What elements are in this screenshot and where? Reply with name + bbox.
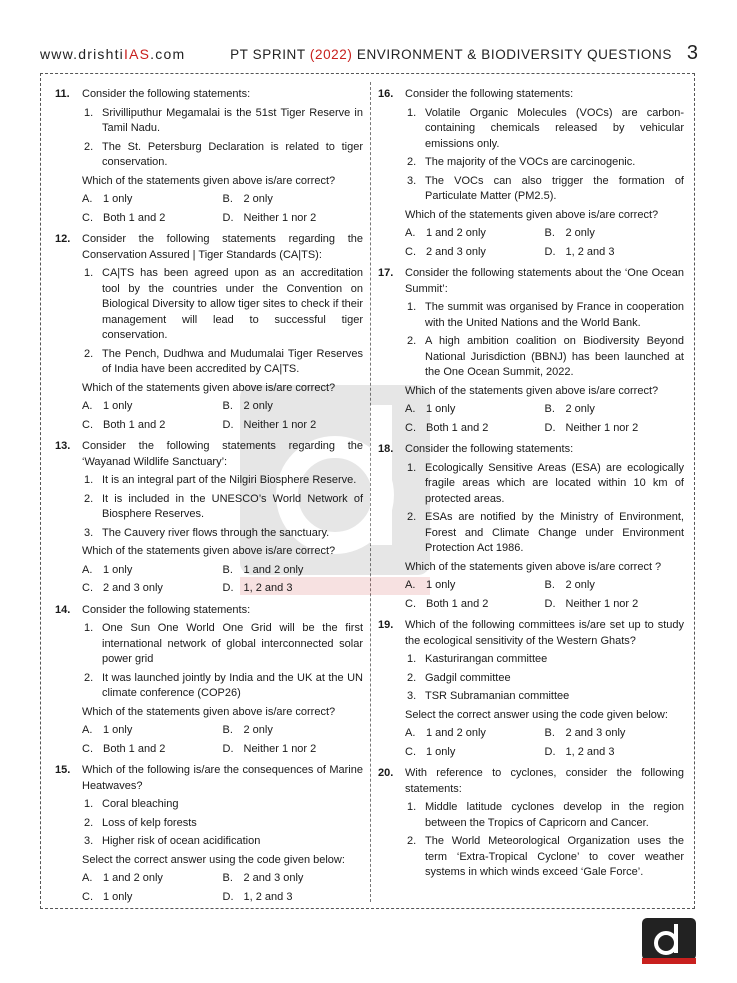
option-text: 1, 2 and 3 [243,890,293,903]
options-grid [405,578,684,612]
statement-number: 2. [84,816,94,829]
answer-option[interactable] [405,597,545,613]
question-number: 19. [378,619,394,631]
answer-option[interactable] [405,421,545,437]
option-letter: A. [82,563,93,576]
statement-item [405,174,684,205]
statement-item [405,834,684,881]
answer-option[interactable] [82,723,223,739]
statement-number: 2. [84,347,94,360]
statement-item [82,816,363,832]
option-text: 1 and 2 only [426,227,486,239]
statement-number: 1. [407,106,417,119]
option-text: 1 and 2 only [243,563,304,576]
option-letter: B. [222,872,233,884]
option-text: 1 only [103,890,133,903]
question-number: 20. [378,767,394,779]
question-block [55,763,363,905]
question-prompt: Select the correct answer using the code given below: [405,708,668,721]
option-letter: C. [82,890,93,903]
option-letter: D. [222,211,234,224]
answer-option[interactable] [82,399,223,415]
option-text: 2 and 3 only [565,727,626,739]
option-letter: B. [222,563,233,576]
statement-number: 1. [84,798,94,810]
option-text: Both 1 and 2 [426,421,489,434]
statement-text: Coral bleaching [102,798,179,810]
option-text: Both 1 and 2 [103,211,166,224]
statement-text: One Sun One World One Grid will be the first international network of global interconnected solar power grid [102,622,363,665]
options-grid [82,723,363,757]
statement-number: 1. [84,474,94,486]
statement-number: 2. [407,511,417,523]
statement-text: The summit was organised by France in cooperation with the United Nations and the World Bank. [425,301,684,329]
answer-option[interactable] [223,192,364,208]
statement-item [82,492,363,523]
answer-option[interactable] [223,890,364,906]
option-letter: D. [544,421,556,434]
statement-text: A high ambition coalition on Biodiversity Beyond National Jurisdiction (BBNJ) has been launched at the One Ocean Summit, 2022. [425,335,684,378]
option-text: 1 and 2 only [103,872,163,884]
question-number: 15. [55,764,71,776]
answer-option[interactable] [545,226,685,242]
option-letter: A. [405,227,416,239]
options-grid [405,226,684,260]
statement-item [82,621,363,668]
statement-text: It was launched jointly by India and the UK at the UN climate conference (COP26) [102,671,363,699]
statement-text: The VOCs can also trigger the formation of Particulate Matter (PM2.5). [425,174,684,202]
statement-item [82,347,363,378]
option-text: 1, 2 and 3 [565,245,615,258]
left-column [55,87,363,911]
answer-option[interactable] [545,421,685,437]
answer-option[interactable] [405,402,545,418]
option-text: 2 only [243,400,273,412]
answer-option[interactable] [82,890,223,906]
option-text: Both 1 and 2 [103,418,166,431]
option-text: 1 only [103,563,133,576]
answer-option[interactable] [223,211,364,227]
option-text: 1 only [103,724,133,736]
answer-option[interactable] [223,871,364,887]
question-text: Consider the following statements: [82,603,251,616]
answer-option[interactable] [545,578,685,594]
question-prompt: Which of the statements given above is/are correct? [82,381,336,394]
question-prompt: Which of the statements given above is/are correct? [82,705,336,718]
answer-option[interactable] [223,418,364,434]
statement-text: ESAs are notified by the Ministry of Environment, Forest and Climate Change under Environment Protection Act 1986. [425,511,684,554]
option-letter: A. [405,579,416,591]
page-number: 3 [686,42,698,64]
question-text: Consider the following statements regarding the Conservation Assured | Tiger Standards (CA|TS): [82,233,363,261]
answer-option[interactable] [82,581,223,597]
option-letter: B. [544,727,555,739]
option-text: 1, 2 and 3 [243,582,293,594]
answer-option[interactable] [405,726,545,742]
statement-number: 3. [407,690,417,702]
question-prompt: Which of the statements given above is/are correct ? [405,560,662,573]
statement-text: Higher risk of ocean acidification [102,835,261,847]
question-text: Consider the following statements: [405,443,574,455]
statement-text: It is included in the UNESCO’s World Network of Biosphere Reserves. [102,492,363,520]
option-text: Neither 1 nor 2 [243,211,317,224]
answer-option[interactable] [545,245,685,261]
options-grid [405,402,684,436]
statement-number: 2. [84,671,94,684]
header-title: PT SPRINT (2022) ENVIRONMENT & BIODIVERSITY QUESTIONS [230,47,672,62]
question-number: 16. [378,88,394,100]
statement-text: Gadgil committee [425,671,511,684]
option-letter: B. [222,724,233,736]
statement-number: 1. [407,801,417,813]
statement-item [82,671,363,702]
option-letter: B. [222,193,233,205]
options-grid [82,871,363,905]
question-block [378,87,684,260]
question-number: 14. [55,603,71,616]
question-text: Which of the following committees is/are set up to study the ecological sensitivity of the Western Ghats? [405,619,684,647]
option-text: 2 only [565,227,595,239]
statement-text: CA|TS has been agreed upon as an accreditation tool by the countries under the Convention on Biological Diversity to allow tiger sites to check if their management will lead to successful tiger conservation. [102,267,363,341]
statement-text: Kasturirangan committee [425,653,548,665]
answer-option[interactable] [223,563,364,579]
options-grid [405,726,684,760]
option-text: 2 and 3 only [103,582,163,594]
question-text: Which of the following is/are the consequences of Marine Heatwaves? [82,764,363,792]
option-letter: B. [544,579,555,591]
option-letter: B. [544,227,555,239]
statement-item [82,834,363,850]
option-text: 2 and 3 only [426,245,486,258]
statement-text: Ecologically Sensitive Areas (ESA) are ecologically fragile areas which are located within 10 km of protected areas. [425,461,684,505]
option-text: Neither 1 nor 2 [243,418,317,431]
option-text: 1 only [103,193,133,205]
options-grid [82,563,363,597]
statement-number: 2. [84,492,94,505]
answer-option[interactable] [82,418,223,434]
option-letter: A. [405,403,416,415]
question-text: With reference to cyclones, consider the following statements: [405,767,684,795]
question-number: 13. [55,440,71,452]
statement-number: 2. [407,671,417,684]
answer-option[interactable] [82,742,223,758]
right-column [378,87,684,887]
statement-item [82,106,363,137]
statement-item [405,800,684,831]
option-letter: C. [82,582,93,594]
question-prompt: Select the correct answer using the code given below: [82,853,345,866]
options-grid [82,399,363,433]
option-text: Neither 1 nor 2 [565,421,639,434]
option-letter: A. [82,400,93,412]
statement-text: Middle latitude cyclones develop in the region between the Tropics of Capricorn and Cancer. [425,801,684,829]
statement-text: The majority of the VOCs are carcinogenic. [425,156,636,168]
statement-number: 3. [84,835,94,847]
statement-text: The Cauvery river flows through the sanctuary. [102,526,330,539]
statement-number: 3. [407,174,417,187]
answer-option[interactable] [223,581,364,597]
statement-number: 1. [84,106,94,119]
option-text: 1 and 2 only [426,727,486,739]
option-text: 2 only [243,193,273,205]
option-letter: C. [405,745,416,758]
option-text: 2 only [565,403,595,415]
option-letter: A. [82,724,93,736]
option-letter: D. [222,418,234,431]
question-text: Consider the following statements about the ‘One Ocean Summit’: [405,267,684,295]
statement-item [405,155,684,171]
option-letter: A. [82,193,93,205]
statement-text: Loss of kelp forests [102,816,197,829]
option-letter: C. [82,211,93,224]
option-letter: B. [544,403,555,415]
question-block [55,603,363,758]
answer-option[interactable] [405,245,545,261]
option-text: 1 only [426,403,456,415]
statement-item [405,300,684,331]
question-block [55,439,363,597]
option-text: 1, 2 and 3 [565,745,615,758]
statement-number: 1. [407,653,417,665]
question-prompt: Which of the statements given above is/are correct? [82,545,336,557]
option-letter: D. [222,890,234,903]
answer-option[interactable] [82,211,223,227]
option-text: 1 only [426,745,456,758]
question-block [378,266,684,436]
option-letter: A. [405,727,416,739]
question-block [378,442,684,612]
question-number: 17. [378,267,394,279]
drishti-logo-icon [642,918,696,964]
statement-text: Volatile Organic Molecules (VOCs) are carbon-containing chemicals released by vehicular emissions only. [425,106,684,150]
option-letter: D. [544,745,556,758]
option-text: Neither 1 nor 2 [565,597,639,610]
statement-number: 1. [407,461,417,474]
option-letter: C. [405,597,416,610]
option-letter: B. [222,400,233,412]
statement-item [405,689,684,705]
statement-number: 2. [407,156,417,168]
answer-option[interactable] [545,597,685,613]
answer-option[interactable] [405,578,545,594]
option-letter: C. [405,245,416,258]
statement-text: The Pench, Dudhwa and Mudumalai Tiger Reserves of India have been accredited by CA|TS. [102,347,363,375]
option-letter: A. [82,872,93,884]
option-text: 1 only [103,400,133,412]
option-text: 2 and 3 only [243,872,304,884]
answer-option[interactable] [223,742,364,758]
statement-item [405,510,684,557]
statement-number: 1. [84,267,94,279]
option-letter: C. [405,421,416,434]
question-number: 18. [378,443,394,455]
statement-text: Srivilliputhur Megamalai is the 51st Tiger Reserve in Tamil Nadu. [102,106,363,134]
statement-item [82,266,363,344]
option-letter: D. [544,597,556,610]
question-prompt: Which of the statements given above is/are correct? [405,384,659,397]
answer-option[interactable] [82,192,223,208]
option-text: 2 only [243,724,273,736]
option-text: 2 only [565,579,595,591]
statement-number: 2. [84,140,94,153]
question-number: 11. [55,88,70,100]
statement-number: 1. [407,301,417,313]
answer-option[interactable] [545,402,685,418]
option-text: Neither 1 nor 2 [243,742,317,755]
option-letter: C. [82,742,93,755]
statement-text: The World Meteorological Organization uses the term ‘Extra-Tropical Cyclone’ to cover weather systems in which winds exceed ‘Gale Force’. [425,835,684,878]
statement-text: TSR Subramanian committee [425,690,570,702]
answer-option[interactable] [82,871,223,887]
statement-text: The St. Petersburg Declaration is related to tiger conservation. [102,140,363,168]
statement-item [82,140,363,171]
statement-item [405,334,684,381]
statement-item [405,652,684,668]
question-text: Consider the following statements: [82,88,251,100]
question-block [378,618,684,760]
option-text: Both 1 and 2 [103,742,166,755]
answer-option[interactable] [82,563,223,579]
statement-number: 1. [84,622,94,634]
option-text: Both 1 and 2 [426,597,489,610]
answer-option[interactable] [405,226,545,242]
statement-number: 3. [84,526,94,539]
question-block [378,766,684,881]
answer-option[interactable] [405,745,545,761]
question-number: 12. [55,233,71,245]
statement-item [405,106,684,153]
statement-number: 2. [407,335,417,347]
question-prompt: Which of the statements given above is/are correct? [405,208,659,221]
statement-item [82,797,363,813]
option-letter: D. [222,582,234,594]
question-prompt: Which of the statements given above is/are correct? [82,174,336,187]
question-text: Consider the following statements regarding the ‘Wayanad Wildlife Sanctuary’: [82,440,363,468]
answer-option[interactable] [223,723,364,739]
page-header [40,44,698,66]
statement-item [405,671,684,687]
option-letter: D. [222,742,234,755]
statement-text: It is an integral part of the Nilgiri Biosphere Reserve. [102,474,357,486]
question-block [55,87,363,226]
question-block [55,232,363,433]
answer-option[interactable] [545,726,685,742]
statement-item [82,526,363,542]
option-letter: D. [544,245,556,258]
option-letter: C. [82,418,93,431]
option-text: 1 only [426,579,456,591]
statement-number: 2. [407,835,417,847]
answer-option[interactable] [545,745,685,761]
question-text: Consider the following statements: [405,88,574,100]
statement-item [405,461,684,508]
answer-option[interactable] [223,399,364,415]
options-grid [82,192,363,226]
site-url[interactable]: www.drishtiIAS.com [40,46,186,62]
statement-item [82,473,363,489]
